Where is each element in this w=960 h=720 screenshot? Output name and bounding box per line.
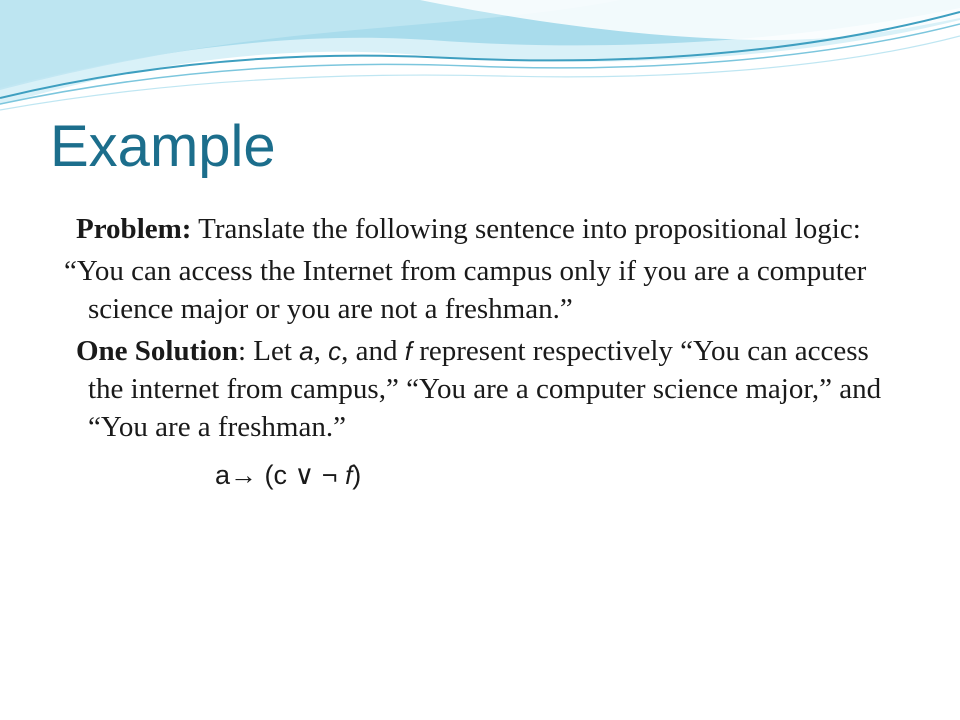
quoted-sentence: “You can access the Internet from campus only if you are a computer science major or you are not a freshman.”: [64, 255, 867, 325]
formula-a: a: [215, 460, 231, 490]
slide-body: [60, 210, 910, 494]
solution-label: One Solution: [76, 335, 238, 367]
problem-label: Problem:: [76, 213, 192, 245]
solution-text-3: represent respectively “You can access the internet from campus,” “You are a computer science major,” and “You are a freshman.”: [88, 335, 882, 443]
variable-f: f: [404, 336, 412, 366]
variable-c: c: [328, 336, 342, 366]
problem-paragraph: [60, 210, 910, 248]
header-wave-decoration: [0, 0, 960, 130]
logic-formula: [215, 456, 910, 494]
solution-paragraph: [60, 332, 910, 446]
solution-text-2: , and: [341, 335, 405, 367]
variable-a: a: [299, 336, 314, 366]
formula-arrow: → (c ∨ ¬: [230, 460, 346, 490]
slide-title: Example: [50, 114, 276, 179]
problem-text: Translate the following sentence into propositional logic:: [191, 213, 861, 245]
formula-close: ): [352, 460, 362, 490]
formula-f: f: [345, 460, 353, 490]
solution-separator: ,: [313, 335, 329, 367]
solution-text-1: : Let: [237, 335, 300, 367]
